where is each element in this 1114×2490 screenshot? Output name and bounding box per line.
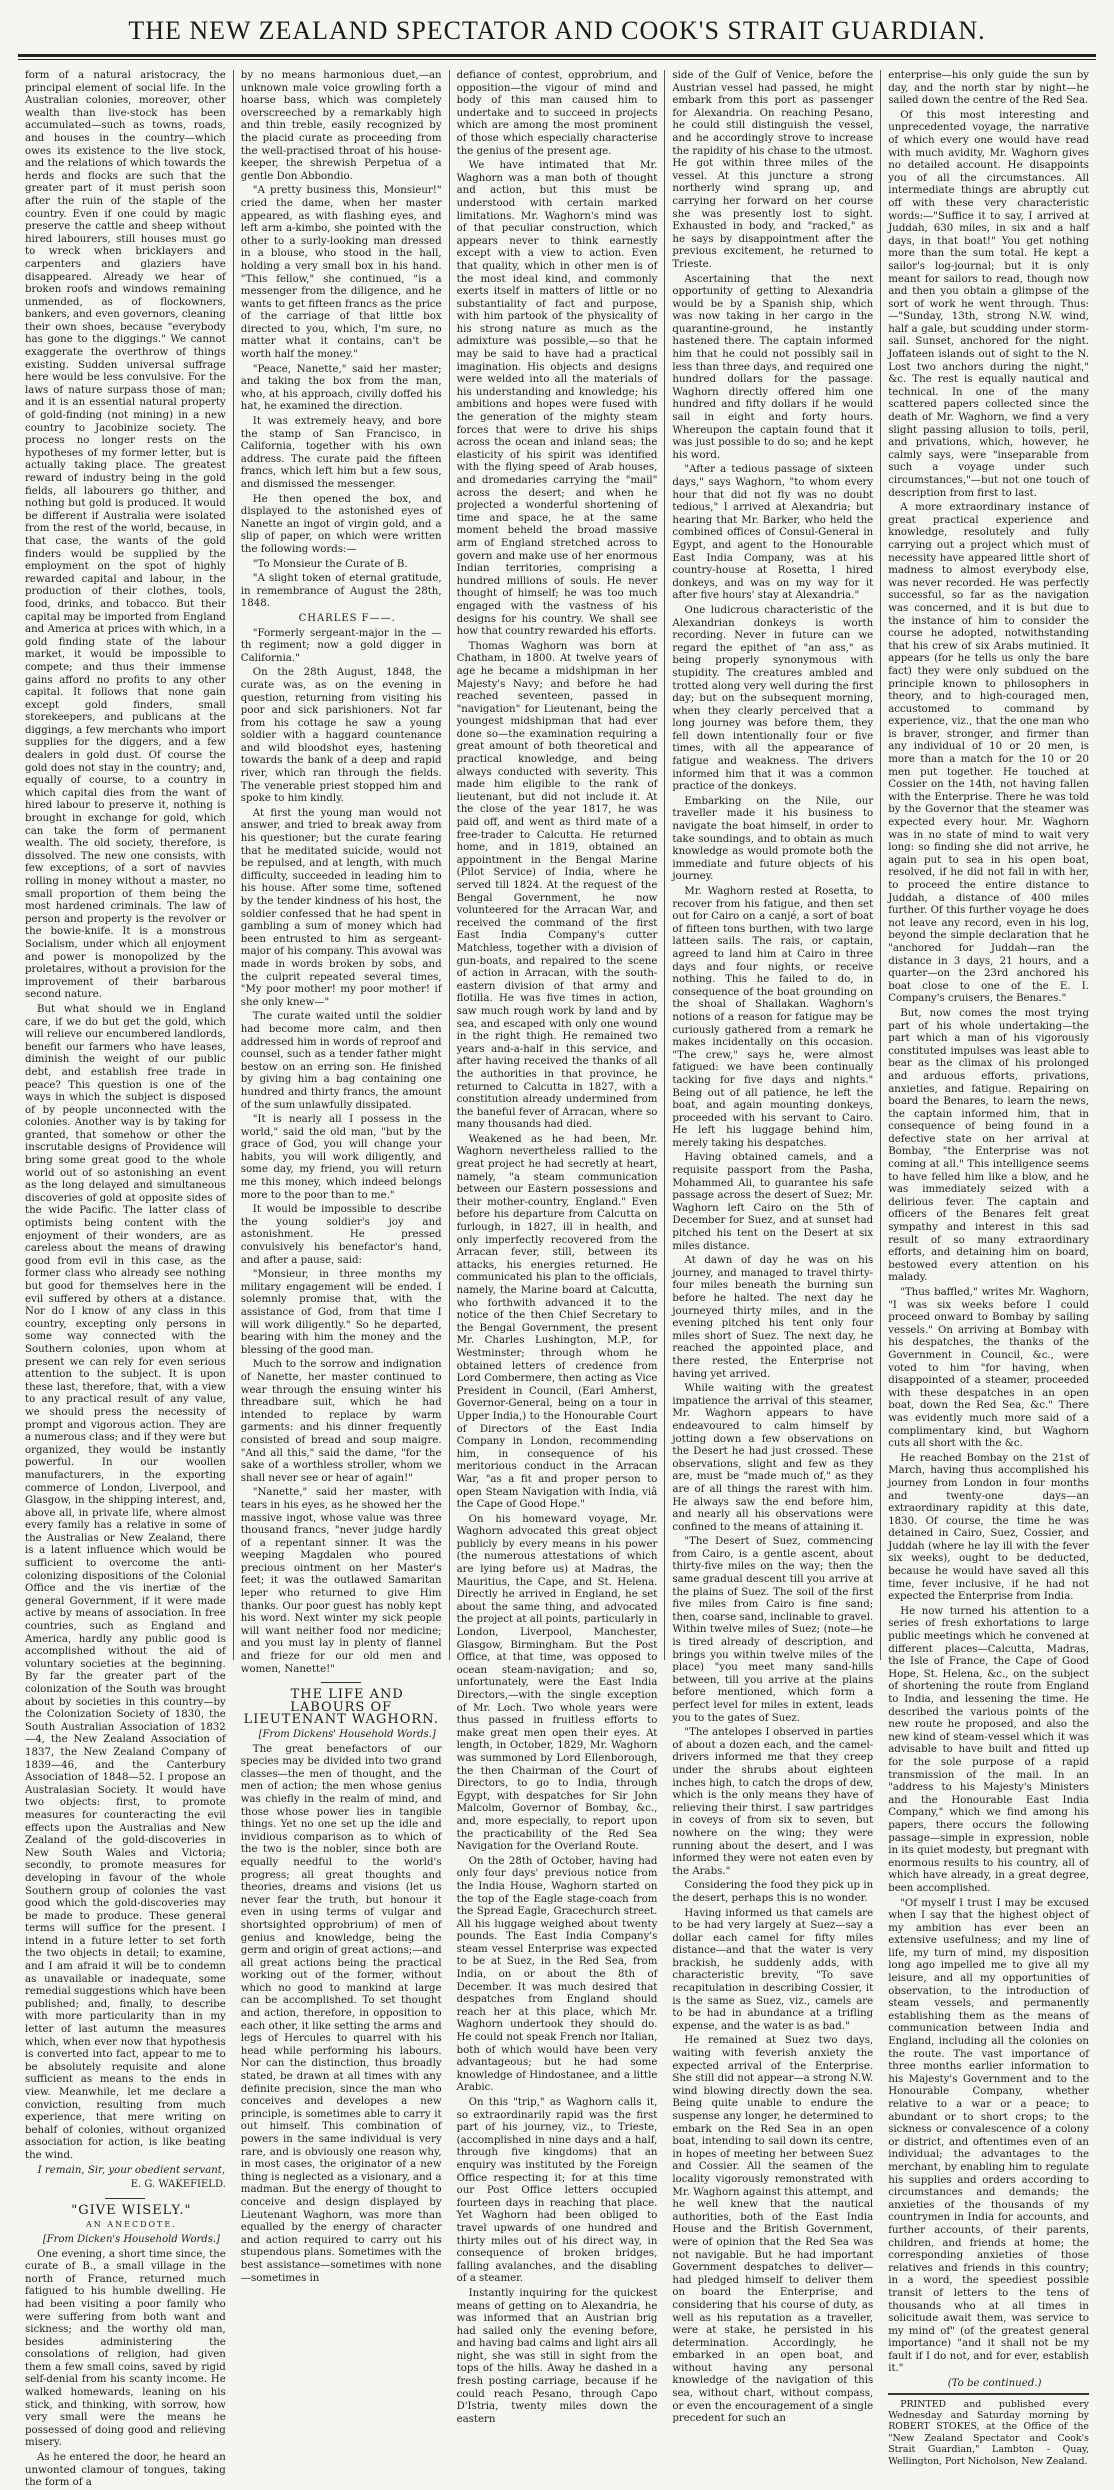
paragraph: "It is nearly all I possess in the world," said the old man, "but by the grace of God, you will change your habits, you will work diligently, and some day, my friend, you will return me this money, which indeed belongs more to the poor than to me."	[240, 1114, 442, 1201]
paragraph: Much to the sorrow and indignation of Nanette, her master continued to wear through the ensuing winter his threadbare suit, which he had intended to replace by warm garments: and his dinner frequently consisted of bread and soup maigre. "And all this," said the dame, "for the sake of a worthless stroller, whom we shall never see or hear of again!"	[240, 1359, 442, 1484]
paragraph: "The Desert of Suez, commencing from Cairo, is a gentle ascent, about thirty-five miles on the way; then the same gradual descent till you arrive at the plains of Suez. The soil of the first five miles from Cairo is fine sand; then, coarse sand, inclinable to gravel. Within twelve miles of Suez; (note—he is tired already of description, and brings you within twelve miles of the place) "you meet many sand-hills between, till you arrive at the plains before mentioned, which form a perfect level for miles in extent, leads you to the gates of Suez.	[672, 1536, 874, 1724]
column-4	[665, 70, 881, 2425]
column-2	[234, 70, 450, 2284]
paragraph: He reached Bombay on the 21st of March, having thus accomplished his journey from London in four months and twenty-one days—an extraordinary rapidity at this date, 1830. Of course, the time he was detained in Cairo, Suez, Cossier, and Juddah (where he lay ill with the fever six weeks), ought to be deducted, because he would have saved all this time, fever inclusive, if he had not expected the Enterprise from India.	[888, 1452, 1089, 1603]
paragraph: "The antelopes I observed in parties of about a dozen each, and the camel-drivers informed me that they creep under the shrubs about eighteen inches high, to catch the drops of dew, which is the only means they have of relieving their thirst. I saw partridges in coveys of from six to seven, but nowhere on the wing; they were running about the desert, and I was informed they were not eaten even by the Arabs."	[672, 1727, 874, 1877]
paragraph: At dawn of day he was on his journey, and managed to travel thirty-four miles beneath the burning sun before he halted. The next day he journeyed thirty miles, and in the evening pitched his tent only four miles short of Suez. The next day, he reached the appointed place, and there rested, the Enterprise not having yet arrived.	[672, 1255, 874, 1380]
paragraph: The curate waited until the soldier had become more calm, and then addressed him in words of reproof and counsel, such as a tender father might bestow on an erring son. He finished by giving him a bag containing one hundred and thirty francs, the amount of the sum unlawfully dissipated.	[240, 1011, 442, 1111]
paragraph: The great benefactors of our species may be divided into two grand classes—the men of thought, and the men of action; the men whose genius was chiefly in the realm of mind, and those whose power lies in tangible things. Yet no one set up the idle and invidious comparison as to which of the two is the nobler, since both are equally needful to the world's progress; all great thoughts and theories, dreams and visions (let us never fear the truth, but honour it even in using terms of vulgar and shortsighted opprobrium) of men of genius and knowledge, being the germ and origin of great actions;—and all great actions being the practical working out of the former, without which no good to mankind at large can be accomplished. To set thought and action, therefore, in opposition to each other, it like setting the arms and legs of Hercules to quarrel with his head while performing his labours. Nor can the distinction, thus broadly stated, be drawn at all times with any definite precision, since the man who conceives and developes a new principle, is sometimes able to carry it out himself. This combination of powers in the same individual is very rare, and is obviously one reason why, in most cases, the originator of a new thing is neglected as a visionary, and a madman. But the energy of thought to conceive and design displayed by Lieutenant Waghorn, was more than equalled by the energy of character and action required to carry out his stupendous plans. Sometimes with the best assistance—sometimes with none—sometimes in	[240, 1743, 442, 2284]
paragraph: On this "trip," as Waghorn calls it, so extraordinarily rapid was the first part of his journey, viz., to Trieste, (accomplished in nine days and a half, through five kingdoms) that an enquiry was instituted by the Foreign Office respecting it; for at this time our Post Office letters occupied fourteen days in reaching that place. Yet Waghorn had been obliged to travel upwards of one hundred and thirty miles out of his direct way, in consequence of broken bridges, falling avalanches, and the disabling of a steamer.	[456, 2097, 658, 2285]
paragraph: But, now comes the most trying part of his whole undertaking—the part which a man of his vigorously constituted impulses was least able to bear as the climax of his prolonged and arduous efforts, privations, anxieties, and fatigue. Repairing on board the Benares, to learn the news, the captain informed him, that in consequence of being found in a defective state on her arrival at Bombay, "the Enterprise was not coming at all." This intelligence seems to have felled him like a blow, and he was immediately seized with a delirious fever. The captain and officers of the Benares felt great sympathy and interest in this sad result of so many extraordinary efforts, and detaining him on board, bestowed every attention on his malady.	[888, 1007, 1089, 1284]
paragraph: form of a natural aristocracy, the principal element of social life. In the Australian colonies, moreover, other wealth than live-stock has been accumulated—such as towns, roads, and houses in the country—which owes its existence to the live stock, and the relations of which towards the herds and flocks are such that the greater part of it must perish soon after the ruin of the staple of the country. Even if one could by magic preserve the cattle and sheep without hired labourers, still houses must go to wreck when bricklayers and carpenters and glaziers have disappeared. Already we hear of broken roofs and windows remaining unmended, as of flockowners, bankers, and even governors, cleaning their own shoes, because "everybody has gone to the diggings." We cannot exaggerate the overthrow of things existing. Sudden universal suffrage here would be less convulsive. For the laws of nature surpass those of man; and it is an essential natural property of gold-finding (not mining) in a new country to Jacobinize society. The process no longer rests on the hypotheses of my former letter, but is actually taking place. The greatest reward of industry being in the gold fields, all labourers go thither, and nothing but gold is produced. It would be different if Australia were isolated from the rest of the world, because, in that case, the wants of the gold finders would be supplied by the employment on the spot of highly rewarded capital and labour, in the production of their clothes, tools, food, drinks, and tobacco. But their capital may be imported from England and America at prices with which, in a gold finding state of the labour market, it would be impossible to compete; and thus their immense gains afford no profits to any other capital. It follows that none gain except gold finders, small storekeepers, and publicans at the diggings, a few merchants who import supplies for the diggers, and a few dealers in gold dust. Of course the gold does not stay in the country; and, equally of course, to a country in which capital dies from the want of hired labour to preserve it, nothing is brought in exchange for gold, which can take the form of permanent wealth. The old society, therefore, is dissolved. The new one consists, with few exceptions, of a sort of navvies rolling in money without a master, no small proportion of them being the most hardened criminals. The law of person and property is the revolver or the bowie-knife. It is a monstrous Socialism, under which all enjoyment and power is monopolized by the proletaires, without a provision for the improvement of their barbarous second nature.	[25, 70, 226, 1001]
masthead-title: THE NEW ZEALAND SPECTATOR AND COOK'S STRAIT GUARDIAN.	[128, 16, 986, 45]
note-signature: CHARLES F——.	[298, 612, 396, 624]
paragraph: "Nanette," said her master, with tears in his eyes, as he showed her the massive ingot, whose value was three thousand francs, "never judge hardly of a repentant sinner. It was the weeping Magdalen who poured precious ointment on her Master's feet; it was the outlawed Samaritan leper who returned to give Him thanks. Our poor guest has nobly kept his word. Next winter my sick people will want neither food nor medicine; and you must lay in plenty of flannel and frieze for our old men and women, Nanette!"	[240, 1487, 442, 1675]
paragraph: It would be impossible to describe the young soldier's joy and astonishment. He pressed convulsively his benefactor's hand, and after a pause, said:	[240, 1204, 442, 1266]
paragraph: We have intimated that Mr. Waghorn was a man both of thought and action, but this must be understood with certain marked limitations. Mr. Waghorn's mind was of that peculiar construction, which appears never to think earnestly except with a view to action. Even that quality, which in other men is of the most ideal kind, and commonly exerts itself in matters of little or no substantiality of fact and purpose, with him partook of the physicality of his strong nature as much as the admixture was possible,—so that he may be said to have had a practical imagination. His objects and designs were welded into all the materials of his understanding and knowledge; his ambitions and hopes were fused with the generation of the mighty steam forces that were to drive his ships across the ocean and inland seas; the elasticity of his spirit was identified with the flying speed of Arab houses, and dromedaries carrying the "mail" across the desert; and when he projected a wonderful shortening of time and space, he at the same moment beheld the broad massive arm of England stretched across to govern and make use of her enormous Indian territories, comprising a hundred millions of souls. He never thought of himself; he was too much engaged with the vastness of his designs for his country. We shall see how that country rewarded his efforts.	[456, 160, 658, 638]
paragraph: Having obtained camels, and a requisite passport from the Pasha, Mohammed Ali, to guarantee his safe passage across the desert of Suez; Mr. Waghorn left Cairo on the 5th of December for Suez, and at sunset had pitched his tent on the Desert at six miles distance.	[672, 1152, 874, 1252]
masthead-rule-thin	[18, 59, 1096, 60]
paragraph: Having informed us that camels are to be had very largely at Suez—say a dollar each camel for fifty miles distance—and that the water is very brackish, he suddenly adds, with characteristic brevity, "To save recapitulation in describing Cossier, it is the same as Suez, viz., camels are to be had in abundance at a trifling expense, and the water is as bad."	[672, 1907, 874, 2032]
article-source: [From Dickens' Household Words.]	[258, 1729, 436, 1740]
paragraph: One evening, a short time since, the curate of B., a small village in the north of France, returned much fatigued to his humble dwelling. He had been visiting a poor family who were suffering from both want and sickness; and the worthy old man, besides administering the consolations of religion, had given them a few small coins, saved by rigid self-denial from his scanty income. He walked homewards, leaning on his stick, and thinking, with sorrow, how very small were the means he possessed of doing good and relieving misery.	[25, 2248, 226, 2449]
paragraph: Embarking on the Nile, our traveller made it his business to navigate the boat himself, in order to take soundings, and to obtain as much knowledge as would promote both the immediate and future objects of his journey.	[672, 795, 874, 883]
paragraph: Weakened as he had been, Mr. Waghorn nevertheless rallied to the great project he had secretly at heart, namely, "a steam communication between our Eastern possessions and their mother-country, England." Even before his departure from Calcutta on furlough, in 1827, ill in health, and only imperfectly recovered from the Arracan fever, still, between its attacks, his energies returned. He communicated his plan to the officials, namely, the Marine board at Calcutta, who forthwith advanced it to the notice of the then Chief Secretary to the Bengal Government, the present Mr. Charles Lushington, M.P., for Westminster; through whom he obtained letters of credence from Lord Combermere, then acting as Vice President in Council, (Earl Amherst, Governor-General, being on a tour in Upper India,) to the Honourable Court of Directors of the East India Company in London, recommending him, in consequence of his meritorious conduct in the Arracan War, "as a fit and proper person to open Steam Navigation with India, viâ the Cape of Good Hope."	[456, 1133, 658, 1511]
paragraph: On the 28th August, 1848, the curate was, as on the evening in question, returning from visiting his poor and sick parishioners. Not far from his cottage he saw a young soldier with a haggard countenance and wild bloodshot eyes, hastening towards the bank of a deep and rapid river, which ran through the fields. The venerable priest stopped him and spoke to him kindly.	[240, 667, 442, 805]
printer-imprint: PRINTED and published every Wednesday and Saturday morning by ROBERT STOKES, at the Office of the "New Zealand Spectator and Cook's Strait Guardian," Lambton - Quay, Wellington, Port Nicholson, New Zealand.	[888, 2393, 1089, 2467]
paragraph: "Thus baffled," writes Mr. Waghorn, "I was six weeks before I could proceed onward to Bombay by sailing vessels." On arriving at Bombay with his despatches, the thanks of the Government in Council, &c., were voted to him "for having, when disappointed of a steamer, proceeded with these despatches in an open boat, down the Red Sea, &c." There was evidently much more said of a complimentary kind, but Waghorn cuts all short with the &c.	[888, 1287, 1089, 1450]
paragraph: "Monsieur, in three months my military engagement will be ended. I solemnly promise that, with the assistance of God, from that time I will work diligently." So he departed, bearing with him the money and the blessing of the good man.	[240, 1269, 442, 1356]
paragraph: "Of myself I trust I may be excused when I say that the highest object of my ambition has ever been an extensive usefulness; and my line of life, my turn of mind, my disposition long ago impelled me to give all my leisure, and all my opportunities of observation, to the introduction of steam vessels, and permanently establishing them as the means of communication between India and England, including all the colonies on the route. The vast importance of three months earlier information to his Majesty's Government and to the Honourable Company, whether relative to a war or a peace; to abundant or to short crops; to the sickness or convalescence of a colony or district, and oftentimes even of an individual; the advantages to the merchant, by enabling him to regulate his supplies and orders according to circumstances and demands; the anxieties of the thousands of my countrymen in India for accounts, and further accounts, of their parents, children, and friends at home; the corresponding anxieties of those relatives and friends in this country; in a word, the speediest possible transit of letters to the tens of thousands who at all times in solicitude await them, was service to my mind of" (of the greatest general importance) "and it shall not be my fault if I do not, and for ever, establish it."	[888, 1897, 1089, 2375]
paragraph: Mr. Waghorn rested at Rosetta, to recover from his fatigue, and then set out for Cairo on a canjé, a sort of boat of fifteen tons burthen, with two large latteen sails. The rais, or captain, agreed to land him at Cairo in three days and four nights, or receive nothing. This he failed to do, in consequence of the boat grounding on the shoal of Shallakan. Waghorn's notions of a reason for fatigue may be curiously gathered from a remark he makes incidentally on this occasion. "The crew," says he, were almost fatigued: we have been continually tacking for five days and nights." Being out of all patience, he left the boat, and again mounting donkeys, proceeded with his servant to Cairo. He left his luggage behind him, merely taking his despatches.	[672, 886, 874, 1149]
note-postscript: "Formerly sergeant-major in the — th regiment; now a gold digger in California."	[240, 627, 442, 664]
paragraph: Of this most interesting and unprecedented voyage, the narrative of which every one would have read with much avidity, Mr. Waghorn gives no detailed account. He disappoints you of all the circumstances. All intermediate things are abruptly cut off with these very characteristic words:—"Suffice it to say, I arrived at Juddah, 630 miles, in six and a half days, in that boat!" You get nothing more than the sum total. He kept a sailor's log-journal; but it is only meant for sailors to read, though now and then you obtain a glimpse of the sort of work he went through. Thus:—"Sunday, 13th, strong N.W. wind, half a gale, but scudding under storm-sail. Sunset, anchored for the night. Joffateen islands out of sight to the N. Lost two anchors during the night," &c. The rest is equally nautical and technical. In one of the many scattered papers collected since the death of Mr. Waghorn, we find a very slight passing allusion to toils, peril, and privations, which, however, he calmly says, were "inseparable from such a voyage under such circumstances,"—but not one touch of description from first to last.	[888, 109, 1089, 499]
article-title: THE LIFE AND LABOURS OF LIEUTENANT WAGHORN.	[243, 1687, 439, 1728]
paragraph: One ludicrous characteristic of the Alexandrian donkeys is worth recording. Never in future can we regard the epithet of "an ass," as being properly synonymous with stupidity. The creatures ambled and trotted along very well during the first day; but on the subsequent morning, when they clearly perceived that a long journey was before them, they fell down intentionally four or five times, with all the appearance of fatigue and weakness. The drivers informed him that it was a common practice of the donkeys.	[672, 604, 874, 793]
paragraph: defiance of contest, opprobrium, and opposition—the vigour of mind and body of this man caused him to undertake and to succeed in projects which are among the most prominent of those which especially characterise the genius of the present age.	[456, 70, 658, 157]
paragraph: A more extraordinary instance of great practical experience and knowledge, resolutely and fully carrying out a project which must of necessity have appeared little short of madness to almost everybody else, was never recorded. He was perfectly successful, so far as the navigation was concerned, and it is but due to the instance of him to consider the course he adopted, notwithstanding that his crew of six Arabs mutinied. It appears (for he tells us only the bare fact) they were only subdued on the principle known to philosophers in theory, and to high-couraged men, accustomed to command by experience, viz., that the one man who is braver, stronger, and firmer than any individual of 10 or 20 men, is more than a match for the 10 or 20 men put together. He touched at Cossier on the 14th, not having fallen with the Enterprise. There he was told by the Governor that the steamer was expected every hour. Mr. Waghorn was in no state of mind to wait very long: so finding she did not arrive, he again put to sea in his open boat, resolved, if he did not fall in with her, to proceed the entire distance to Juddah, a distance of 400 miles further. Of this further voyage he does not leave any record, even in his log, beyond the simple declaration that he "anchored for Juddah—ran the distance in 3 days, 21 hours, and a quarter—on the 23rd anchored his boat close to one of the E. I. Company's cruisers, the Benares."	[888, 502, 1089, 1005]
paragraph: enterprise—his only guide the sun by day, and the north star by night—he sailed down the centre of the Red Sea.	[888, 70, 1089, 107]
paragraph: Instantly inquiring for the quickest means of getting on to Alexandria, he was informed that an Austrian brig had sailed only the evening before, and having bad calms and light airs all night, she was still in sight from the tops of the hills. Away he dashed in a fresh posting carriage, because if he could reach Pesano, through Capo D'Istria, twenty miles down the eastern	[456, 2287, 658, 2425]
story-title: "GIVE WISELY."	[71, 2202, 192, 2218]
column-5	[881, 70, 1096, 2467]
paragraph: It was extremely heavy, and bore the stamp of San Francisco, in California, together with his own address. The curate paid the fifteen francs, which left him but a few sous, and dismissed the messenger.	[240, 416, 442, 490]
paragraph: "Peace, Nanette," said her master; and taking the box from the man, who, at his approach, civilly doffed his hat, he examined the direction.	[240, 363, 442, 413]
paragraph: While waiting with the greatest impatience the arrival of this steamer, Mr. Waghorn appears to have endeavoured to calm himself by jotting down a few observations on the Desert he had just crossed. These observations, slight and few as they are, must be "made much of," as they are of all things the rarest with him. He always saw the end before him, and nearly all his observations were confined to the means of attaining it.	[672, 1383, 874, 1533]
paragraph: Ascertaining that the next opportunity of getting to Alexandria would be by a Spanish ship, which was now taking in her cargo in the quarantine-ground, he instantly hastened there. The captain informed him that he could not possibly sail in less than three days, and required one hundred dollars for the passage. Waghorn directly offered him one hundred and fifty dollars if he would sail in eight and forty hours. Whereupon the captain found that it was just possible to do so; and he kept his word.	[672, 273, 874, 461]
paragraph: Thomas Waghorn was born at Chatham, in 1800. At twelve years of age he became a midshipman in her Majesty's Navy; and before he had reached seventeen, passed in "navigation" for Lieutenant, being the youngest midshipman that had ever done so—the examination requiring a great amount of both theoretical and practical knowledge, and being always conducted with severity. This made him eligible to the rank of lieutenant, but did not include it. At the close of the year 1817, he was paid off, and went as third mate of a free-trader to Calcutta. He returned home, and in 1819, obtained an appointment in the Bengal Marine (Pilot Service) of India, where he served till 1824. At the request of the Bengal Government, he now volunteered for the Arracan War, and received the command of the first East India Company's cutter Matchless, together with a division of gun-boats, and repaired to the scene of action in Arracan, with the south-eastern division of that army and flotilla. He was five times in action, saw much rough work by land and by sea, and escaped with only one wound in the right thigh. He remained two years and-a-half in this service, and after having received the thanks of all the authorities in that province, he returned to Calcutta in 1827, with a constitution already undermined from the baneful fever of Arracan, where so many thousands had died.	[456, 640, 658, 1131]
to-be-continued: (To be continued.)	[947, 2378, 1042, 2390]
paragraph: On the 28th of October, having had only four days' previous notice from the India House, Waghorn started on the top of the Eagle stage-coach from the Spread Eagle, Gracechurch street. All his luggage weighed about twenty pounds. The East India Company's steam vessel Enterprise was expected to be at Suez, in the Red Sea, from India, on or about the 8th of December. It was much desired that despatches from England should reach her at this place, which Mr. Waghorn undertook they should do. He could not speak French nor Italian, both of which would have been very advantageous; but he had some knowledge of Hindostanee, and a little Arabic.	[456, 1855, 658, 2094]
paragraph: by no means harmonious duet,—an unknown male voice growling forth a hoarse bass, which was completely overscreeched by a remarkably high and thin treble, easily recognized by the placid curate as proceeding from the well-practised throat of his house-keeper, the shrewish Perpetua of a gentle Don Abbondio.	[240, 70, 442, 182]
story-subtitle: AN ANECDOTE.	[86, 2220, 177, 2230]
note-address: "To Monsieur the Curate of B.	[252, 558, 408, 570]
column-1	[18, 70, 234, 2489]
paragraph: But what should we in England care, if we do but get the gold, which will relieve our encumbered landlords, benefit our farmers who have leases, diminish the weight of our public debt, and establish free trade in peace? This question is one of the ways in which the subject is disposed of by people unconnected with the colonies. Another way is by taking for granted, that somehow or other the inscrutable designs of Providence will bring some great good to the whole world out of so astonishing an event as the long delayed and simultaneous discoveries of gold at opposite sides of the wide Pacific. The latter class of optimists being content with the enjoyment of their wonders, are as careless about the means of drawing good from evil in this case, as the former class who already see nothing but good for themselves here in the evil suffered by others at a distance. Nor do I know of any class in this country, excepting only persons in some way connected with the Southern colonies, upon whom at present we can rely for even serious attention to the subject. It is upon these last, therefore, that, with a view to any practical result of any value, we should press the necessity of prompt and vigorous action. They are a numerous class; and if they were but organized, they would be instantly powerful. In our woollen manufacturers, in the exporting commerce of London, Liverpool, and Glasgow, in the shipping interest, and, above all, in private life, where almost every family has a relative in some of the Australias or New Zealand, there is a latent influence which would be sufficient to overcome the anti-colonizing dispositions of the Colonial Office and the vis inertiæ of the general Government, if it were made active by means of association. In free countries, such as England and America, hardly any public good is accomplished without the aid of voluntary societies at the beginning. By far the greater part of the colonization of the South was brought about by societies in this country—by the Colonization Society of 1830, the South Australian Association of 1832—4, the New Zealand Association of 1837, the New Zealand Company of 1839—46, and the Canterbury Association of 1848—52. I propose an Australasian Society. It would have two objects: first, to promote measures for counteracting the evil effects upon the Australias and New Zealand of the gold-discoveries in New South Wales and Victoria; secondly, to promote measures for developing in favour of the whole Southern group of colonies the vast good which the gold-discoveries may be made to produce. These general terms will suffice for the present. I intend in a future letter to set forth the two objects in detail; to examine, and I am afraid it will be to condemn as unavailable or inadequate, some remedial suggestions which have been published; and, finally, to describe with more particularity than in my letter of last autumn the measures which, when ever now that hypothesis is converted into fact, appear to me to be absolutely requisite and alone sufficient as means to the ends in view. Meanwhile, let me declare a conviction, resulting from much experience, that mere writing on behalf of colonies, without organized association for action, is like beating the wind.	[25, 1003, 226, 2161]
paragraph: At first the young man would not answer, and tried to break away from his questioner; but the curate fearing that he meditated suicide, would not be repulsed, and at length, with much difficulty, succeeded in leading him to his house. After some time, softened by the tender kindness of his host, the soldier confessed that he had spent in gambling a sum of money which had been entrusted to him as sergeant-major of his company. This avowal was made in words broken by sobs, and the culprit repeated several times, "My poor mother! my poor mother! if she only knew—"	[240, 807, 442, 1008]
letter-signature: E. G. WAKEFIELD.	[130, 2179, 226, 2191]
paragraph: As he entered the door, he heard an unwonted clamour of tongues, taking the form of a	[25, 2452, 226, 2489]
paragraph: He remained at Suez two days, waiting with feverish anxiety the expected arrival of the Enterprise. She still did not appear—a strong N.W. wind blowing directly down the sea. Being quite unable to endure the suspense any longer, he determined to embark on the Red Sea in an open boat, intending to sail down its centre, in hopes of meeting her between Suez and Cossier. All the seamen of the locality vigorously remonstrated with Mr. Waghorn against this attempt, and he well knew that the nautical authorities, both of the East India House and the British Government, were of opinion that the Red Sea was not navigable. But he had important Government despatches to deliver—had pledged himself to deliver them on board the Enterprise, and considering that his course of duty, as well as his reputation as a traveller, were at stake, he persisted in his determination. Accordingly, he embarked in an open boat, and without having any personal knowledge of the navigation of this sea, without chart, without compass, or even the encouragement of a single precedent for such an	[672, 2035, 874, 2425]
paragraph: He now turned his attention to a series of fresh exhortations to large public meetings which he convened at different places—Calcutta, Madras, the Isle of France, the Cape of Good Hope, St. Helena, &c., on the subject of shortening the route from England to India, and lessening the time. He described the various points of the new route he proposed, and also the new kind of steam-vessel which it was advisable to have built and fitted up for the sole purpose of a rapid transmission of the mail. In an "address to his Majesty's Ministers and the Honourable East India Company," which we find among his papers, there occurs the following passage—simple in expression, noble in its quiet modesty, but pregnant with enormous results to his country, all of which have already, in a great degree, been accomplished.	[888, 1605, 1089, 1894]
paragraph: He then opened the box, and displayed to the astonished eyes of Nanette an ingot of virgin gold, and a slip of paper, on which were written the following words:—	[240, 493, 442, 555]
letter-closing: I remain, Sir, your obedient servant,	[37, 2164, 226, 2176]
paragraph: side of the Gulf of Venice, before the Austrian vessel had passed, he might embark from this port as passenger for Alexandria. On reaching Pesano, he could still distinguish the vessel, and he accordingly strove to increase the rapidity of his chase to the utmost. He got within three miles of the vessel. At this juncture a strong northerly wind sprang up, and carrying her forward on her course she was presently lost to sight. Exhausted in body, and "racked," as he says by disappointment after the previous excitement, he returned to Trieste.	[672, 70, 874, 270]
paragraph: On his homeward voyage, Mr. Waghorn advocated this great object publicly by every means in his power (the numerous attestations of which are lying before us) at Madras, the Mauritius, the Cape, and St. Helena. Directly he arrived in England, he set about the same thing, and advocated the project at all points, particularly in London, Liverpool, Manchester, Glasgow, Birmingham. But the Post Office, at that time, was opposed to ocean steam-navigation; and so, unfortunately, were the East India Directors,—with the single exception of Mr. Loch. Two whole years were thus passed in fruitless efforts to make great men open their eyes. At length, in October, 1829, Mr. Waghorn was summoned by Lord Ellenborough, the then Chairman of the Court of Directors, to go to India, through Egypt, with despatches for Sir John Malcolm, Governor of Bombay, &c., and, more especially, to report upon the practicability of the Red Sea Navigation for the Overland Route.	[456, 1513, 658, 1853]
story-source: [From Dicken's Household Words.]	[42, 2233, 220, 2245]
note-body: "A slight token of eternal gratitude, in remembrance of August the 28th, 1848.	[240, 573, 442, 610]
paragraph: "After a tedious passage of sixteen days," says Waghorn, "to whom every hour that did not fly was no doubt tedious," I arrived at Alexandria; but hearing that Mr. Barker, who held the combined offices of Consul-General in Egypt, and agent to the Honourable East India Company, was at his country-house at Rosetta, I hired donkeys, and was on my way for it after five hours' stay at Alexandria."	[672, 464, 874, 602]
paragraph: "A pretty business this, Monsieur!" cried the dame, when her master appeared, as with flashing eyes, and left arm a-kimbo, she pointed with the other to a surly-looking man dressed in a blouse, who stood in the hall, holding a very small box in his hand. "This fellow," she continued, "is a messenger from the diligence, and he wants to get fifteen francs as the price of the carriage of that little box directed to you, which, I'm sure, no matter what it contains, can't be worth half the money."	[240, 185, 442, 361]
masthead-rule-thick	[18, 54, 1096, 57]
section-divider	[105, 2198, 145, 2199]
article-columns	[18, 70, 1096, 2489]
paragraph: Considering the food they pick up in the desert, perhaps this is no wonder.	[672, 1880, 874, 1904]
section-divider	[321, 1682, 361, 1683]
column-3	[450, 70, 666, 2425]
